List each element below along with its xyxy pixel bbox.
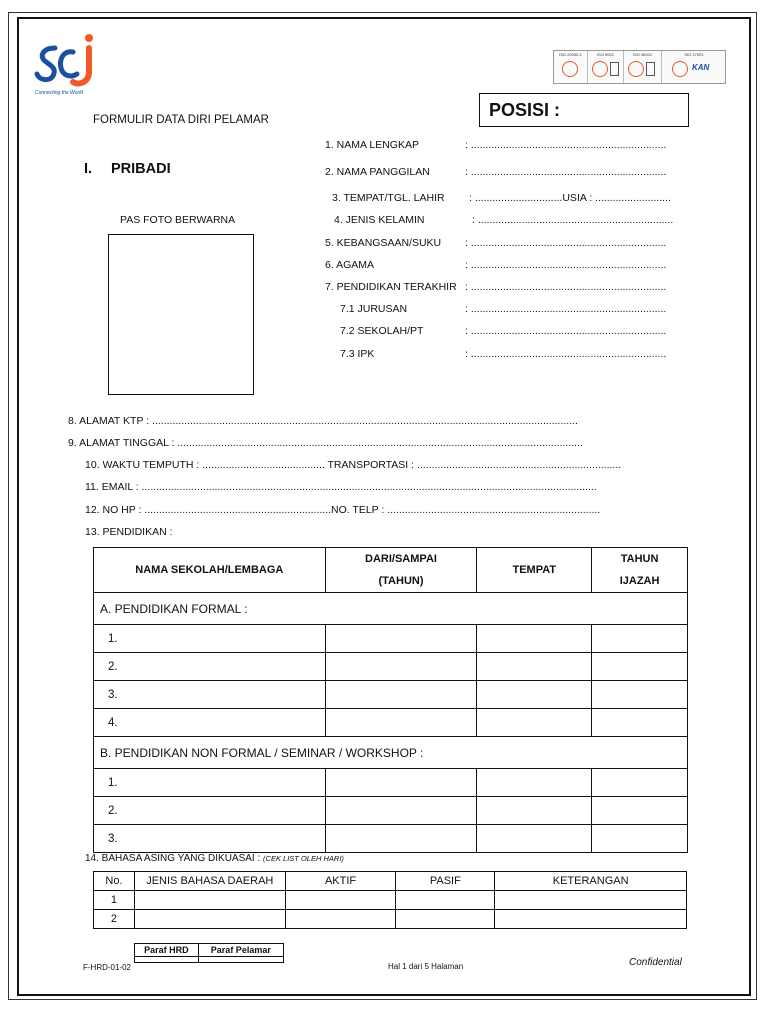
field-alamat-ktp[interactable]: 8. ALAMAT KTP : .................................................................................................................................................. (68, 415, 578, 427)
kan-label: KAN (692, 63, 710, 72)
field-no-hp[interactable]: 12. NO HP : ................................................................NO. TELP : ......................................................................... (85, 504, 601, 516)
iso-cert-1: ISO 20000-1 (554, 51, 588, 83)
field-jurusan[interactable]: 7.1 JURUSAN : ................................................................... (340, 303, 667, 315)
field-jenis-kelamin[interactable]: 4. JENIS KELAMIN : ................................................................... (334, 214, 674, 226)
col-dari-sampai: DARI/SAMPAI (TAHUN) (325, 548, 477, 593)
field-kebangsaan[interactable]: 5. KEBANGSAAN/SUKU : ................................................................... (325, 237, 667, 249)
section-nonformal-row: B. PENDIDIKAN NON FORMAL / SEMINAR / WORKSHOP : (94, 737, 688, 769)
table-row[interactable]: 2. (94, 797, 688, 825)
paraf-pelamar: Paraf Pelamar (198, 944, 283, 957)
field-nama-lengkap[interactable]: 1. NAMA LENGKAP : ................................................................... (325, 139, 667, 151)
language-header-row: No. JENIS BAHASA DAERAH AKTIF PASIF KETERANGAN (94, 872, 687, 891)
table-row[interactable]: 3. (94, 681, 688, 709)
cert-mark-icon (610, 62, 619, 76)
col-tempat: TEMPAT (477, 548, 592, 593)
photo-label: PAS FOTO BERWARNA (120, 214, 236, 226)
paraf-table (134, 943, 284, 963)
table-row[interactable]: 1. (94, 625, 688, 653)
field-email[interactable]: 11. EMAIL : ............................................................................................................................................................ (85, 481, 597, 493)
iso-certificates (553, 50, 726, 84)
table-row[interactable]: 4. (94, 709, 688, 737)
cert-seal-icon (562, 61, 578, 77)
section-formal-row: A. PENDIDIKAN FORMAL : (94, 593, 688, 625)
education-table (93, 547, 688, 853)
table-row[interactable]: 1 (94, 891, 687, 910)
confidential-label: Confidential (629, 957, 682, 968)
table-header-row (94, 548, 688, 593)
form-title: FORMULIR DATA DIRI PELAMAR (93, 114, 269, 126)
cert-seal-icon (628, 61, 644, 77)
cert-seal-icon (592, 61, 608, 77)
photo-box[interactable] (108, 234, 254, 395)
company-logo-icon (33, 30, 97, 92)
paraf-hrd: Paraf HRD (135, 944, 199, 957)
table-row[interactable]: 2 (94, 910, 687, 929)
pendidikan-label: 13. PENDIDIKAN : (85, 526, 173, 538)
cert-mark-icon (646, 62, 655, 76)
table-row[interactable]: 3. (94, 825, 688, 853)
section-number: I. (84, 161, 93, 177)
table-row[interactable]: 2. (94, 653, 688, 681)
field-waktu-tempuh[interactable]: 10. WAKTU TEMPUTH : .......................................... TRANSPORTASI : ...................................................................... (85, 459, 622, 471)
col-nama-sekolah: NAMA SEKOLAH/LEMBAGA (94, 548, 326, 593)
iso-cert-4: ISO 27001 KAN (662, 51, 726, 83)
field-sekolah[interactable]: 7.2 SEKOLAH/PT : ................................................................... (340, 325, 667, 337)
field-nama-panggilan[interactable]: 2. NAMA PANGGILAN : ................................................................... (325, 166, 667, 178)
iso-cert-3: ISO 45001 (624, 51, 662, 83)
language-table (93, 871, 687, 929)
col-tahun-ijazah: TAHUN IJAZAH (592, 548, 688, 593)
form-code: F-HRD-01-02 (83, 963, 132, 972)
logo-tagline: Connecting the World (35, 90, 84, 96)
section-title: PRIBADI (111, 161, 171, 177)
table-row[interactable]: 1. (94, 769, 688, 797)
field-agama[interactable]: 6. AGAMA : ................................................................... (325, 259, 667, 271)
posisi-box[interactable]: POSISI : (479, 93, 689, 127)
field-tempat-lahir[interactable]: 3. TEMPAT/TGL. LAHIR : ..............................USIA : .......................... (332, 192, 671, 204)
page-number: Hal 1 dari 5 Halaman (388, 962, 464, 971)
field-pendidikan-terakhir[interactable]: 7. PENDIDIKAN TERAKHIR : ................................................................... (325, 281, 667, 293)
language-title: 14. BAHASA ASING YANG DIKUASAI : (CEK LIST OLEH HARI) (85, 853, 344, 864)
field-ipk[interactable]: 7.3 IPK : ................................................................... (340, 348, 667, 360)
field-alamat-tinggal[interactable]: 9. ALAMAT TINGGAL : ........................................................................................................................................... (68, 437, 583, 449)
language-note: (CEK LIST OLEH HARI) (263, 854, 344, 863)
iso-cert-2: ISO 9001 (588, 51, 624, 83)
cert-seal-icon (672, 61, 688, 77)
